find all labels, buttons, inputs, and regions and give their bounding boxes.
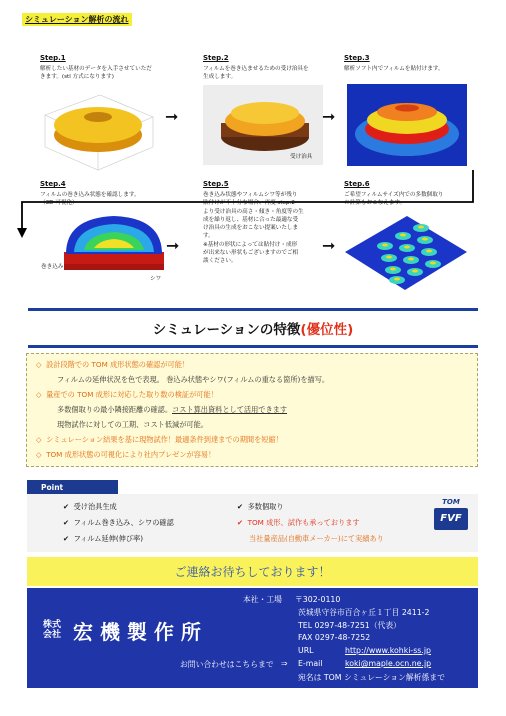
check-icon: ✔ xyxy=(63,502,70,511)
step-6 xyxy=(344,180,479,208)
step-2-title: Step.2 xyxy=(203,54,229,62)
point-left-1-text: 受け治具生成 xyxy=(73,502,117,511)
step-4-figure xyxy=(60,212,168,278)
arrow-icon: ⇒ xyxy=(281,659,288,668)
step-1-title: Step.1 xyxy=(40,54,66,62)
step-5-line-5: け治具の生成をおこない提案いたしま xyxy=(203,225,299,232)
arrow-right-icon: ➞ xyxy=(165,107,179,126)
feature-4-text: TOM 成形状態の可視化により社内プレゼンが容易！ xyxy=(46,450,216,459)
point-right-2 xyxy=(237,518,360,528)
arrow-right-icon: ➞ xyxy=(166,236,180,255)
step-4 xyxy=(40,180,180,208)
feature-1 xyxy=(36,360,189,369)
feature-3-text: シミュレーション結果を基に現物試作！最適条件到達までの期間を短縮！ xyxy=(46,435,283,444)
page-header: シミュレーション解析の流れ xyxy=(22,13,132,26)
feature-3 xyxy=(36,435,283,444)
diamond-icon: ◇ xyxy=(36,360,42,369)
recipient-note: 宛名は TOM シミュレーション解析係まで xyxy=(298,673,445,682)
step-3-title: Step.3 xyxy=(344,54,370,62)
contact-band xyxy=(27,557,478,586)
point-box xyxy=(27,494,478,552)
step-5-line-9: 談ください。 xyxy=(203,258,237,265)
step-2-line-2: 生成します。 xyxy=(203,74,237,81)
point-right-1 xyxy=(237,502,284,512)
diamond-icon: ◇ xyxy=(36,435,42,444)
step-3-figure xyxy=(347,84,467,166)
company-type xyxy=(43,620,61,640)
features-title-band xyxy=(28,308,478,348)
hq-label: 本社・工場 xyxy=(243,595,282,604)
feature-2-text: 量産での TOM 成形に対応した取り数の検証が可能！ xyxy=(46,390,218,399)
step-3 xyxy=(344,54,474,73)
point-left-3-text: フィルム延伸(伸び率) xyxy=(73,534,144,543)
step-6-title: Step.6 xyxy=(344,180,370,188)
feature-4 xyxy=(36,450,215,459)
email-link[interactable]: koki@maple.ocn.ne.jp xyxy=(345,659,432,668)
point-right-2-text: TOM 成形、試作も承っております xyxy=(247,518,360,527)
feature-1-sub: フィルムの延伸状況を色で表現。 巻込み状態やシワ(フィルムの重なる箇所)を描写。 xyxy=(57,375,330,384)
postal-code: 〒302-0110 xyxy=(295,595,341,604)
step-5-line-6: す。 xyxy=(203,233,214,240)
cost-doc-note: コスト算出資料として活用できます xyxy=(172,405,288,414)
feature-2 xyxy=(36,390,218,399)
step-5-line-2: 貼付けが不十分な場合、再度 step.2 xyxy=(203,200,295,207)
point-left-1 xyxy=(63,502,117,512)
step-5-title: Step.5 xyxy=(203,180,229,188)
step-5-line-7: ※基材の形状によっては貼付け・成形 xyxy=(203,241,298,248)
step-1-line-1: 解析したい基材のデータを入手させていただ xyxy=(40,66,152,72)
features-title-text: シミュレーションの特徴 xyxy=(152,322,301,338)
feature-2-sub-2: 現物試作に対しての工期、コスト低減が可能。 xyxy=(57,420,208,429)
jig-label: 受け治具 xyxy=(290,154,313,160)
telephone: TEL 0297-48-7251（代表） xyxy=(298,621,401,630)
logo-fvf-text: FVF xyxy=(434,508,468,530)
company-type-2: 会社 xyxy=(43,630,62,640)
point-left-2-text: フィルム巻き込み、シワの確認 xyxy=(73,518,174,527)
step-4-line-1: フィルムの巻き込み状態を確認します。 xyxy=(40,192,140,198)
feature-2-sub-text: 多数個取りの最小隣接距離の確認。 xyxy=(57,405,173,414)
features-title-highlight: (優位性) xyxy=(300,322,354,338)
wrinkle-label: シワ xyxy=(150,276,162,282)
step-3-line-1: 解析ソフト内でフィルムを貼付けます。 xyxy=(344,66,444,72)
point-right-3: 当社量産品(自動車メーカー)にて実績あり xyxy=(249,534,384,543)
point-header: Point xyxy=(27,480,118,494)
step-2 xyxy=(203,54,333,82)
arrow-right-icon: ➞ xyxy=(322,236,336,255)
tom-fvf-logo xyxy=(434,498,468,544)
step-5 xyxy=(203,180,338,266)
url-label: URL xyxy=(298,646,314,655)
point-left-2 xyxy=(63,518,174,528)
check-icon: ✔ xyxy=(63,518,70,527)
diamond-icon: ◇ xyxy=(36,390,42,399)
features-box xyxy=(26,353,478,467)
logo-tom-text: TOM xyxy=(442,498,460,506)
point-right-1-text: 多数個取り xyxy=(247,502,284,511)
company-block xyxy=(27,588,478,688)
step-1-line-2: きます。(stl 方式になります) xyxy=(40,74,114,81)
arrow-right-icon: ➞ xyxy=(322,107,336,126)
step-6-line-2: の計算もおこなえます。 xyxy=(344,200,406,207)
contact-message: ご連絡お待ちしております！ xyxy=(174,565,331,579)
step-5-line-4: 成を繰り返し、基材に合った最適な受 xyxy=(203,216,299,223)
step-6-figure xyxy=(345,212,467,292)
step-5-line-1: 巻き込み状態やフィルムシワ等が残り xyxy=(203,192,298,198)
check-icon: ✔ xyxy=(237,518,244,527)
wrap-label: 巻き込み xyxy=(41,264,64,270)
inquiry-text: お問い合わせはこちらまで xyxy=(180,660,274,669)
feature-2-sub xyxy=(57,405,287,414)
diamond-icon: ◇ xyxy=(36,450,42,459)
fax: FAX 0297-48-7252 xyxy=(298,633,371,642)
step-6-line-1: ご希望フィルムサイズ内での多数個取り xyxy=(344,192,444,198)
step-1 xyxy=(40,54,170,82)
check-icon: ✔ xyxy=(63,534,70,543)
step-4-title: Step.4 xyxy=(40,180,66,188)
step-5-line-8: が出来ない形状もございますのでご相 xyxy=(203,250,299,257)
website-link[interactable]: http://www.kohki-ss.jp xyxy=(345,646,431,655)
point-left-3 xyxy=(63,534,143,544)
features-title xyxy=(28,318,478,338)
company-type-1: 株式 xyxy=(43,620,62,630)
step-2-line-1: フィルムを巻き込ませるための受け治具を xyxy=(203,66,309,72)
check-icon: ✔ xyxy=(237,502,244,511)
address: 茨城県守谷市百合ヶ丘１丁目 2411-2 xyxy=(298,608,430,617)
step-4-line-2: （3D 可視化） xyxy=(40,200,78,207)
email-label: E-mail xyxy=(298,659,323,668)
step-5-line-3: より受け治具の高さ・傾き・角度等の生 xyxy=(203,208,304,215)
company-name: 宏 機 製 作 所 xyxy=(73,620,201,644)
feature-1-text: 設計段階での TOM 成形状態の確認が可能！ xyxy=(46,360,190,369)
